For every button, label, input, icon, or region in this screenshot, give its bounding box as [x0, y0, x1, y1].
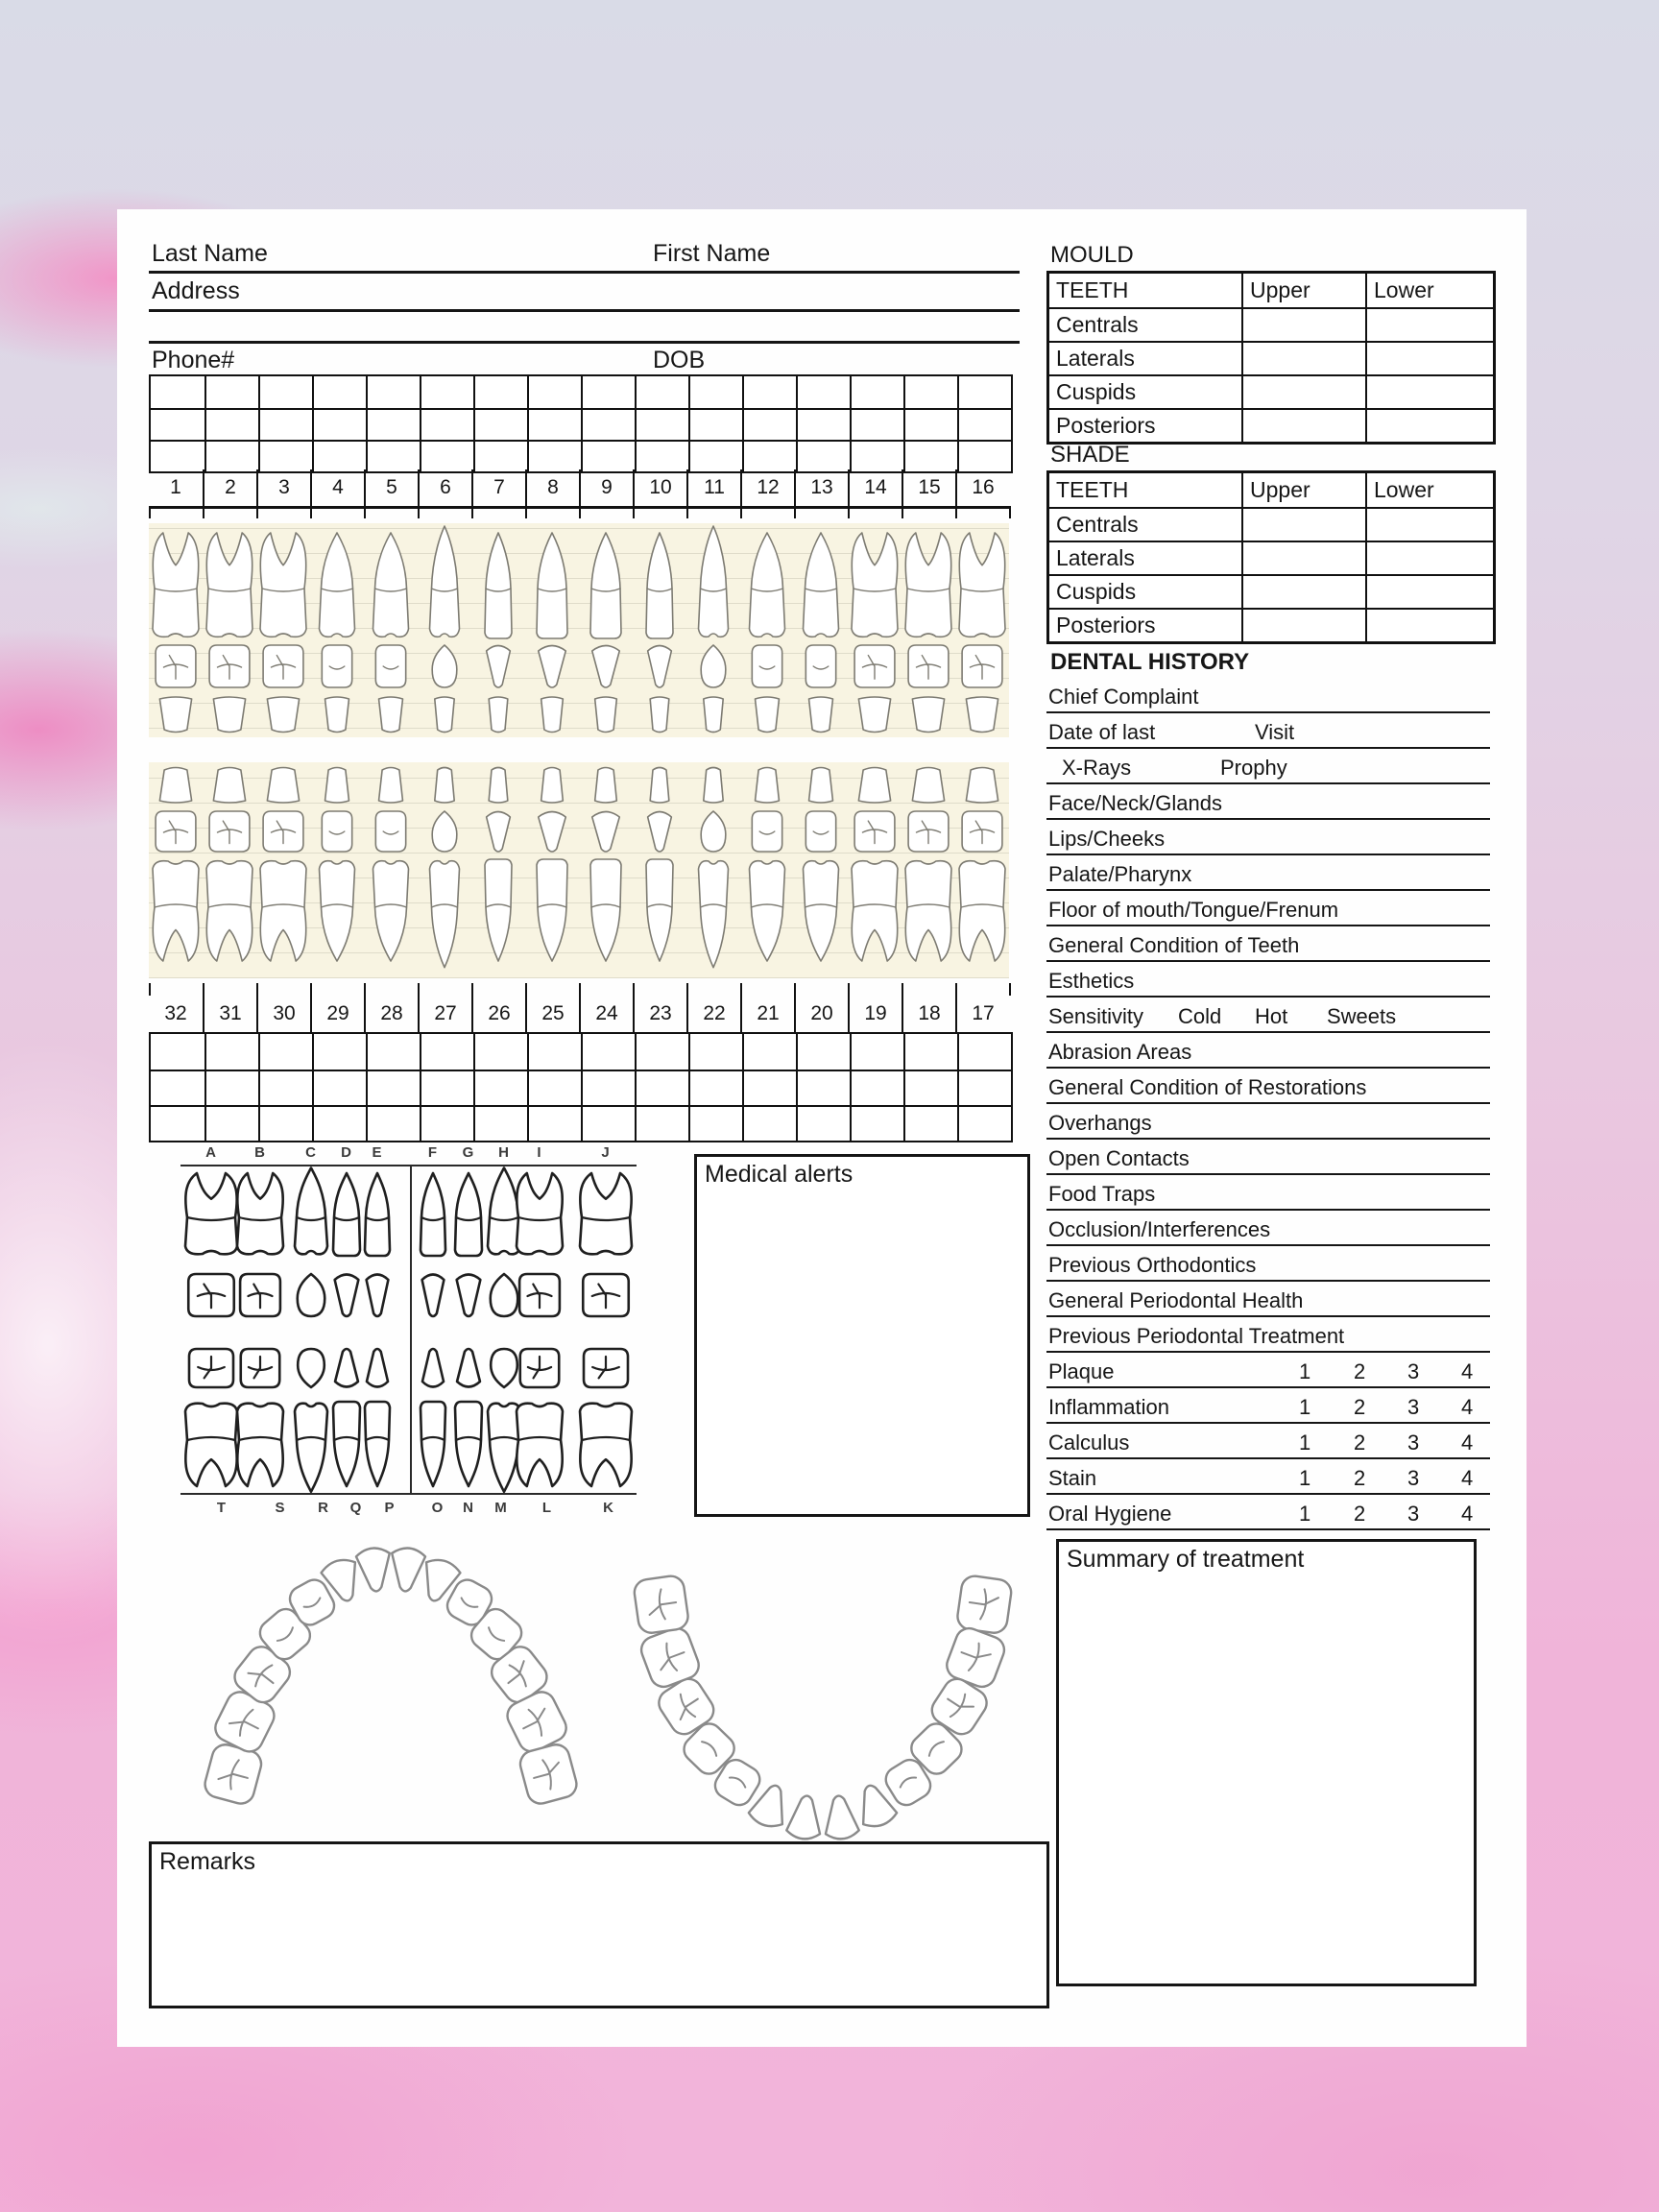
- shade-posteriors-upper-cell[interactable]: [1241, 608, 1365, 641]
- shade-laterals-upper-cell[interactable]: [1241, 541, 1365, 574]
- lower-grid-cell-r1-c5[interactable]: [366, 1034, 420, 1070]
- upper-grid-cell-r1-c10[interactable]: [635, 376, 688, 408]
- primary-tooth-letter-T: T: [216, 1500, 228, 1516]
- permanent-teeth-diagram: [149, 523, 1009, 978]
- primary-tooth-letter-S: S: [275, 1500, 286, 1516]
- shade-header-upper: Upper: [1241, 473, 1365, 507]
- history-label-general-periodontal-health: General Periodontal Health: [1048, 1288, 1304, 1312]
- history-label-date-of-last: Date of last: [1048, 720, 1156, 744]
- inflammation-rating-2[interactable]: 2: [1354, 1395, 1366, 1419]
- medical-alerts-box[interactable]: [694, 1154, 1030, 1517]
- dental-chart-page: [117, 209, 1527, 2047]
- history-label-inflammation: Inflammation: [1048, 1395, 1169, 1419]
- upper-grid-cell-r1-c11[interactable]: [688, 376, 742, 408]
- lower-grid-cell-r1-c4[interactable]: [312, 1034, 366, 1070]
- tooth-number-2: 2: [203, 469, 256, 506]
- primary-tooth-letter-F: F: [427, 1144, 439, 1161]
- tooth-number-23: 23: [633, 996, 686, 1032]
- tooth-number-31: 31: [203, 996, 256, 1032]
- upper-grid-cell-r3-c12[interactable]: [742, 440, 796, 471]
- upper-grid-cell-r2-c7[interactable]: [473, 408, 527, 440]
- shade-header-teeth: TEETH: [1056, 477, 1129, 502]
- tooth-number-29: 29: [310, 996, 364, 1032]
- primary-tooth-letter-C: C: [305, 1144, 317, 1161]
- lower-grid-cell-r1-c2[interactable]: [204, 1034, 258, 1070]
- lower-grid-cell-r1-c9[interactable]: [581, 1034, 635, 1070]
- history-label-floor-of-mouth-tongue-frenum: Floor of mouth/Tongue/Frenum: [1048, 898, 1339, 922]
- lower-grid-cell-r1-c11[interactable]: [688, 1034, 742, 1070]
- history-label-general-condition-of-restorations: General Condition of Restorations: [1048, 1075, 1367, 1099]
- primary-lower-letter-row: [180, 1500, 637, 1517]
- tooth-number-9: 9: [579, 469, 633, 506]
- remarks-title: Remarks: [159, 1848, 256, 1875]
- shade-centrals-lower-cell[interactable]: [1365, 507, 1493, 541]
- upper-grid-cell-r2-c12[interactable]: [742, 408, 796, 440]
- tooth-number-6: 6: [418, 469, 471, 506]
- lower-grid-cell-r1-c1[interactable]: [151, 1034, 204, 1070]
- plaque-rating-4[interactable]: 4: [1461, 1359, 1474, 1383]
- lower-grid-cell-r2-c14[interactable]: [850, 1070, 903, 1105]
- history-label-stain: Stain: [1048, 1466, 1097, 1490]
- name-input-line[interactable]: [149, 271, 1020, 274]
- shade-row-laterals: Laterals: [1049, 541, 1241, 574]
- upper-grid-cell-r1-c13[interactable]: [796, 376, 850, 408]
- mould-row-posteriors: Posteriors: [1049, 408, 1241, 442]
- mould-centrals-lower-cell[interactable]: [1365, 307, 1493, 341]
- upper-grid-cell-r3-c4[interactable]: [312, 440, 366, 471]
- history-label-face-neck-glands: Face/Neck/Glands: [1048, 791, 1222, 815]
- mould-header-lower: Lower: [1365, 274, 1493, 307]
- lower-grid-cell-r3-c16[interactable]: [957, 1105, 1011, 1141]
- stain-rating-2[interactable]: 2: [1354, 1466, 1366, 1490]
- lower-grid-cell-r3-c9[interactable]: [581, 1105, 635, 1141]
- primary-teeth-diagram: [180, 1165, 637, 1493]
- upper-grid-cell-r3-c5[interactable]: [366, 440, 420, 471]
- shade-header-lower: Lower: [1365, 473, 1493, 507]
- lower-grid-cell-r1-c15[interactable]: [903, 1034, 957, 1070]
- primary-tooth-letter-N: N: [463, 1500, 474, 1516]
- tooth-number-8: 8: [525, 469, 579, 506]
- phone-label: Phone#: [152, 347, 235, 373]
- history-row-general-periodontal-health[interactable]: [1046, 1282, 1490, 1317]
- tooth-number-10: 10: [633, 469, 686, 506]
- lower-grid-cell-r3-c8[interactable]: [527, 1105, 581, 1141]
- lower-grid-cell-r1-c6[interactable]: [420, 1034, 473, 1070]
- dental-history-title: DENTAL HISTORY: [1050, 649, 1250, 675]
- upper-grid-cell-r1-c15[interactable]: [903, 376, 957, 408]
- tooth-number-28: 28: [364, 996, 418, 1032]
- last-name-label: Last Name: [152, 240, 268, 267]
- lower-grid-cell-r3-c7[interactable]: [473, 1105, 527, 1141]
- mould-posteriors-lower-cell[interactable]: [1365, 408, 1493, 442]
- mould-cuspids-upper-cell[interactable]: [1241, 374, 1365, 408]
- upper-grid-cell-r1-c12[interactable]: [742, 376, 796, 408]
- upper-grid-cell-r3-c11[interactable]: [688, 440, 742, 471]
- tooth-number-32: 32: [164, 1002, 187, 1024]
- mould-row-laterals: Laterals: [1049, 341, 1241, 374]
- lower-grid-cell-r2-c9[interactable]: [581, 1070, 635, 1105]
- history-label-food-traps: Food Traps: [1048, 1182, 1156, 1206]
- address-label: Address: [152, 277, 240, 304]
- primary-tooth-letter-G: G: [462, 1144, 475, 1161]
- history-label-palate-pharynx: Palate/Pharynx: [1048, 862, 1192, 886]
- primary-chart-bottom-line: [180, 1493, 637, 1495]
- upper-grid-cell-r3-c15[interactable]: [903, 440, 957, 471]
- history-row-sensitivity[interactable]: [1046, 998, 1490, 1033]
- lower-grid-cell-r1-c7[interactable]: [473, 1034, 527, 1070]
- lower-grid-cell-r2-c12[interactable]: [742, 1070, 796, 1105]
- lower-grid-cell-r3-c13[interactable]: [796, 1105, 850, 1141]
- upper-grid-cell-r1-c8[interactable]: [527, 376, 581, 408]
- history-row-x-rays[interactable]: [1046, 749, 1490, 784]
- history-label-previous-periodontal-treatment: Previous Periodontal Treatment: [1048, 1324, 1345, 1348]
- tooth-number-14: 14: [848, 469, 902, 506]
- stain-rating-4[interactable]: 4: [1461, 1466, 1474, 1490]
- history-label-previous-orthodontics: Previous Orthodontics: [1048, 1253, 1257, 1277]
- mould-posteriors-upper-cell[interactable]: [1241, 408, 1365, 442]
- history-row-food-traps[interactable]: [1046, 1175, 1490, 1211]
- mould-cuspids-lower-cell[interactable]: [1365, 374, 1493, 408]
- tooth-number-18: 18: [902, 996, 955, 1032]
- upper-grid-cell-r1-c9[interactable]: [581, 376, 635, 408]
- history-label-overhangs: Overhangs: [1048, 1111, 1152, 1135]
- lower-grid-cell-r3-c1[interactable]: [151, 1105, 204, 1141]
- lower-grid-cell-r3-c14[interactable]: [850, 1105, 903, 1141]
- plaque-rating-3[interactable]: 3: [1407, 1359, 1420, 1383]
- lower-grid-cell-r1-c16[interactable]: [957, 1034, 1011, 1070]
- inflammation-rating-3[interactable]: 3: [1407, 1395, 1420, 1419]
- address-input-line[interactable]: [149, 309, 1020, 312]
- lower-grid-cell-r3-c15[interactable]: [903, 1105, 957, 1141]
- upper-grid-cell-r2-c9[interactable]: [581, 408, 635, 440]
- mould-centrals-upper-cell[interactable]: [1241, 307, 1365, 341]
- history-row-inflammation[interactable]: [1046, 1388, 1490, 1424]
- shade-posteriors-lower-cell[interactable]: [1365, 608, 1493, 641]
- primary-tooth-letter-Q: Q: [349, 1500, 363, 1516]
- lower-grid-cell-r2-c7[interactable]: [473, 1070, 527, 1105]
- shade-cuspids-lower-cell[interactable]: [1365, 574, 1493, 608]
- history-row-abrasion-areas[interactable]: [1046, 1033, 1490, 1069]
- primary-tooth-letter-K: K: [603, 1500, 614, 1516]
- primary-upper-letter-row: [180, 1144, 637, 1162]
- upper-grid-cell-r2-c13[interactable]: [796, 408, 850, 440]
- history-row-chief-complaint[interactable]: [1046, 678, 1490, 713]
- tooth-number-4: 4: [310, 469, 364, 506]
- tooth-number-15: 15: [902, 469, 955, 506]
- upper-grid-cell-r2-c1[interactable]: [151, 408, 204, 440]
- history-row-esthetics[interactable]: [1046, 962, 1490, 998]
- primary-tooth-letter-J: J: [601, 1144, 611, 1161]
- mould-table: [1046, 271, 1496, 445]
- upper-grid-cell-r3-c2[interactable]: [204, 440, 258, 471]
- upper-grid-cell-r3-c10[interactable]: [635, 440, 688, 471]
- tooth-number-21: 21: [740, 996, 794, 1032]
- lower-tooth-number-row: [149, 996, 1009, 1032]
- history-label-visit: Visit: [1255, 720, 1295, 744]
- history-label-sweets: Sweets: [1327, 1004, 1397, 1028]
- lower-grid-cell-r3-c4[interactable]: [312, 1105, 366, 1141]
- history-label-open-contacts: Open Contacts: [1048, 1146, 1190, 1170]
- lower-grid-cell-r2-c1[interactable]: [151, 1070, 204, 1105]
- history-row-oral-hygiene[interactable]: [1046, 1495, 1490, 1530]
- lower-grid-cell-r3-c11[interactable]: [688, 1105, 742, 1141]
- mould-laterals-upper-cell[interactable]: [1241, 341, 1365, 374]
- upper-grid-cell-r3-c13[interactable]: [796, 440, 850, 471]
- tooth-number-17: 17: [955, 996, 1009, 1032]
- history-row-general-condition-of-restorations[interactable]: [1046, 1069, 1490, 1104]
- lower-grid-cell-r3-c2[interactable]: [204, 1105, 258, 1141]
- history-label-sensitivity: Sensitivity: [1048, 1004, 1144, 1028]
- plaque-rating-1[interactable]: 1: [1299, 1359, 1311, 1383]
- history-label-plaque: Plaque: [1048, 1359, 1115, 1383]
- tooth-number-7: 7: [471, 469, 525, 506]
- history-row-date-of-last[interactable]: [1046, 713, 1490, 749]
- oral-hygiene-rating-4[interactable]: 4: [1461, 1502, 1474, 1526]
- upper-grid-cell-r3-c9[interactable]: [581, 440, 635, 471]
- primary-tooth-letter-R: R: [318, 1500, 329, 1516]
- lower-grid-cell-r2-c16[interactable]: [957, 1070, 1011, 1105]
- shade-centrals-upper-cell[interactable]: [1241, 507, 1365, 541]
- history-row-overhangs[interactable]: [1046, 1104, 1490, 1140]
- tooth-number-26: 26: [471, 996, 525, 1032]
- tooth-number-11: 11: [686, 469, 740, 506]
- oral-hygiene-rating-1[interactable]: 1: [1299, 1502, 1311, 1526]
- primary-tooth-letter-A: A: [205, 1144, 217, 1161]
- lower-grid-cell-r2-c5[interactable]: [366, 1070, 420, 1105]
- lower-tooth-grid: [149, 1032, 1013, 1142]
- tooth-number-20: 20: [794, 996, 848, 1032]
- lower-grid-cell-r2-c4[interactable]: [312, 1070, 366, 1105]
- history-row-occlusion-interferences[interactable]: [1046, 1211, 1490, 1246]
- oral-hygiene-rating-2[interactable]: 2: [1354, 1502, 1366, 1526]
- upper-grid-cell-r2-c5[interactable]: [366, 408, 420, 440]
- upper-grid-cell-r2-c15[interactable]: [903, 408, 957, 440]
- calculus-rating-4[interactable]: 4: [1461, 1431, 1474, 1455]
- upper-grid-cell-r2-c11[interactable]: [688, 408, 742, 440]
- tooth-number-12: 12: [740, 469, 794, 506]
- lower-grid-cell-r2-c11[interactable]: [688, 1070, 742, 1105]
- oral-hygiene-rating-3[interactable]: 3: [1407, 1502, 1420, 1526]
- tooth-number-24: 24: [579, 996, 633, 1032]
- lower-grid-cell-r3-c5[interactable]: [366, 1105, 420, 1141]
- dob-label: DOB: [653, 347, 706, 373]
- mould-title: MOULD: [1050, 242, 1134, 268]
- history-label-cold: Cold: [1178, 1004, 1222, 1028]
- lower-grid-cell-r2-c8[interactable]: [527, 1070, 581, 1105]
- lower-grid-cell-r2-c15[interactable]: [903, 1070, 957, 1105]
- history-row-previous-periodontal-treatment[interactable]: [1046, 1317, 1490, 1353]
- upper-grid-cell-r1-c6[interactable]: [420, 376, 473, 408]
- calculus-rating-2[interactable]: 2: [1354, 1431, 1366, 1455]
- upper-grid-cell-r3-c16[interactable]: [957, 440, 1011, 471]
- lower-grid-cell-r3-c6[interactable]: [420, 1105, 473, 1141]
- primary-tooth-letter-O: O: [431, 1500, 445, 1516]
- history-row-floor-of-mouth-tongue-frenum[interactable]: [1046, 891, 1490, 926]
- upper-grid-cell-r1-c14[interactable]: [850, 376, 903, 408]
- upper-grid-cell-r2-c3[interactable]: [258, 408, 312, 440]
- upper-grid-cell-r1-c2[interactable]: [204, 376, 258, 408]
- history-row-previous-orthodontics[interactable]: [1046, 1246, 1490, 1282]
- history-row-stain[interactable]: [1046, 1459, 1490, 1495]
- history-row-general-condition-of-teeth[interactable]: [1046, 926, 1490, 962]
- tooth-number-5: 5: [364, 469, 418, 506]
- first-name-label: First Name: [653, 240, 771, 267]
- tooth-number-19: 19: [848, 996, 902, 1032]
- shade-table: [1046, 470, 1496, 644]
- remarks-box[interactable]: [149, 1841, 1049, 2008]
- primary-tooth-letter-D: D: [341, 1144, 352, 1161]
- upper-grid-cell-r2-c4[interactable]: [312, 408, 366, 440]
- upper-tooth-grid: [149, 374, 1013, 473]
- inflammation-rating-4[interactable]: 4: [1461, 1395, 1474, 1419]
- primary-tooth-letter-B: B: [254, 1144, 266, 1161]
- upper-grid-cell-r1-c4[interactable]: [312, 376, 366, 408]
- summary-of-treatment-title: Summary of treatment: [1067, 1546, 1305, 1573]
- dental-history-list: [1046, 678, 1490, 1530]
- shade-title: SHADE: [1050, 442, 1130, 468]
- history-row-face-neck-glands[interactable]: [1046, 784, 1490, 820]
- history-label-lips-cheeks: Lips/Cheeks: [1048, 827, 1166, 851]
- upper-tooth-number-row: [149, 469, 1009, 509]
- history-label-chief-complaint: Chief Complaint: [1048, 685, 1199, 709]
- shade-cuspids-upper-cell[interactable]: [1241, 574, 1365, 608]
- lower-grid-cell-r2-c3[interactable]: [258, 1070, 312, 1105]
- lower-grid-cell-r1-c12[interactable]: [742, 1034, 796, 1070]
- upper-grid-cell-r2-c2[interactable]: [204, 408, 258, 440]
- tooth-number-22: 22: [686, 996, 740, 1032]
- history-label-occlusion-interferences: Occlusion/Interferences: [1048, 1217, 1271, 1241]
- mould-row-cuspids: Cuspids: [1049, 374, 1241, 408]
- shade-row-centrals: Centrals: [1049, 507, 1241, 541]
- history-label-hot: Hot: [1255, 1004, 1288, 1028]
- tooth-number-3: 3: [256, 469, 310, 506]
- lower-grid-cell-r3-c10[interactable]: [635, 1105, 688, 1141]
- history-row-lips-cheeks[interactable]: [1046, 820, 1490, 855]
- upper-grid-cell-r3-c1[interactable]: [151, 440, 204, 471]
- upper-grid-cell-r1-c5[interactable]: [366, 376, 420, 408]
- primary-tooth-letter-L: L: [541, 1500, 553, 1516]
- primary-tooth-letter-P: P: [384, 1500, 396, 1516]
- upper-grid-cell-r3-c14[interactable]: [850, 440, 903, 471]
- tooth-number-30: 30: [256, 996, 310, 1032]
- primary-tooth-letter-E: E: [372, 1144, 383, 1161]
- lower-arch-diagram: [597, 1546, 1048, 1863]
- primary-tooth-letter-M: M: [494, 1500, 508, 1516]
- upper-grid-cell-r2-c10[interactable]: [635, 408, 688, 440]
- upper-grid-cell-r3-c3[interactable]: [258, 440, 312, 471]
- history-label-oral-hygiene: Oral Hygiene: [1048, 1502, 1172, 1526]
- history-label-abrasion-areas: Abrasion Areas: [1048, 1040, 1192, 1064]
- plaque-rating-2[interactable]: 2: [1354, 1359, 1366, 1383]
- lower-grid-cell-r1-c10[interactable]: [635, 1034, 688, 1070]
- shade-laterals-lower-cell[interactable]: [1365, 541, 1493, 574]
- history-label-x-rays: X-Rays: [1062, 756, 1132, 780]
- history-row-palate-pharynx[interactable]: [1046, 855, 1490, 891]
- shade-row-posteriors: Posteriors: [1049, 608, 1241, 641]
- upper-grid-cell-r2-c14[interactable]: [850, 408, 903, 440]
- upper-grid-cell-r2-c16[interactable]: [957, 408, 1011, 440]
- lower-grid-cell-r1-c14[interactable]: [850, 1034, 903, 1070]
- tooth-number-1: 1: [170, 476, 181, 498]
- address-input-line-2[interactable]: [149, 341, 1020, 344]
- history-label-calculus: Calculus: [1048, 1431, 1130, 1455]
- history-row-calculus[interactable]: [1046, 1424, 1490, 1459]
- tooth-number-13: 13: [794, 469, 848, 506]
- lower-grid-cell-r2-c10[interactable]: [635, 1070, 688, 1105]
- shade-row-cuspids: Cuspids: [1049, 574, 1241, 608]
- mould-header-teeth: TEETH: [1056, 277, 1129, 302]
- stain-rating-1[interactable]: 1: [1299, 1466, 1311, 1490]
- upper-grid-cell-r2-c6[interactable]: [420, 408, 473, 440]
- primary-tooth-letter-I: I: [537, 1144, 542, 1161]
- lower-grid-cell-r2-c2[interactable]: [204, 1070, 258, 1105]
- upper-grid-cell-r2-c8[interactable]: [527, 408, 581, 440]
- lower-grid-cell-r3-c12[interactable]: [742, 1105, 796, 1141]
- mould-row-centrals: Centrals: [1049, 307, 1241, 341]
- lower-grid-cell-r2-c6[interactable]: [420, 1070, 473, 1105]
- mould-header-upper: Upper: [1241, 274, 1365, 307]
- stain-rating-3[interactable]: 3: [1407, 1466, 1420, 1490]
- inflammation-rating-1[interactable]: 1: [1299, 1395, 1311, 1419]
- history-label-general-condition-of-teeth: General Condition of Teeth: [1048, 933, 1300, 957]
- summary-of-treatment-box[interactable]: [1056, 1539, 1477, 1986]
- history-row-plaque[interactable]: [1046, 1353, 1490, 1388]
- lower-grid-cell-r1-c8[interactable]: [527, 1034, 581, 1070]
- upper-grid-cell-r3-c8[interactable]: [527, 440, 581, 471]
- calculus-rating-1[interactable]: 1: [1299, 1431, 1311, 1455]
- upper-grid-cell-r1-c16[interactable]: [957, 376, 1011, 408]
- upper-grid-cell-r3-c7[interactable]: [473, 440, 527, 471]
- lower-grid-cell-r1-c3[interactable]: [258, 1034, 312, 1070]
- lower-grid-ticks: [149, 983, 1011, 996]
- tooth-number-27: 27: [418, 996, 471, 1032]
- upper-grid-cell-r3-c6[interactable]: [420, 440, 473, 471]
- lower-grid-cell-r2-c13[interactable]: [796, 1070, 850, 1105]
- primary-tooth-letter-H: H: [498, 1144, 510, 1161]
- history-label-esthetics: Esthetics: [1048, 969, 1135, 993]
- calculus-rating-3[interactable]: 3: [1407, 1431, 1420, 1455]
- tooth-number-16: 16: [955, 469, 1009, 506]
- upper-grid-ticks: [149, 506, 1011, 518]
- medical-alerts-title: Medical alerts: [705, 1161, 854, 1188]
- upper-grid-cell-r1-c3[interactable]: [258, 376, 312, 408]
- mould-laterals-lower-cell[interactable]: [1365, 341, 1493, 374]
- upper-grid-cell-r1-c1[interactable]: [151, 376, 204, 408]
- upper-arch-diagram: [170, 1529, 612, 1846]
- upper-grid-cell-r1-c7[interactable]: [473, 376, 527, 408]
- history-label-prophy: Prophy: [1220, 756, 1287, 780]
- tooth-number-25: 25: [525, 996, 579, 1032]
- history-row-open-contacts[interactable]: [1046, 1140, 1490, 1175]
- lower-grid-cell-r3-c3[interactable]: [258, 1105, 312, 1141]
- lower-grid-cell-r1-c13[interactable]: [796, 1034, 850, 1070]
